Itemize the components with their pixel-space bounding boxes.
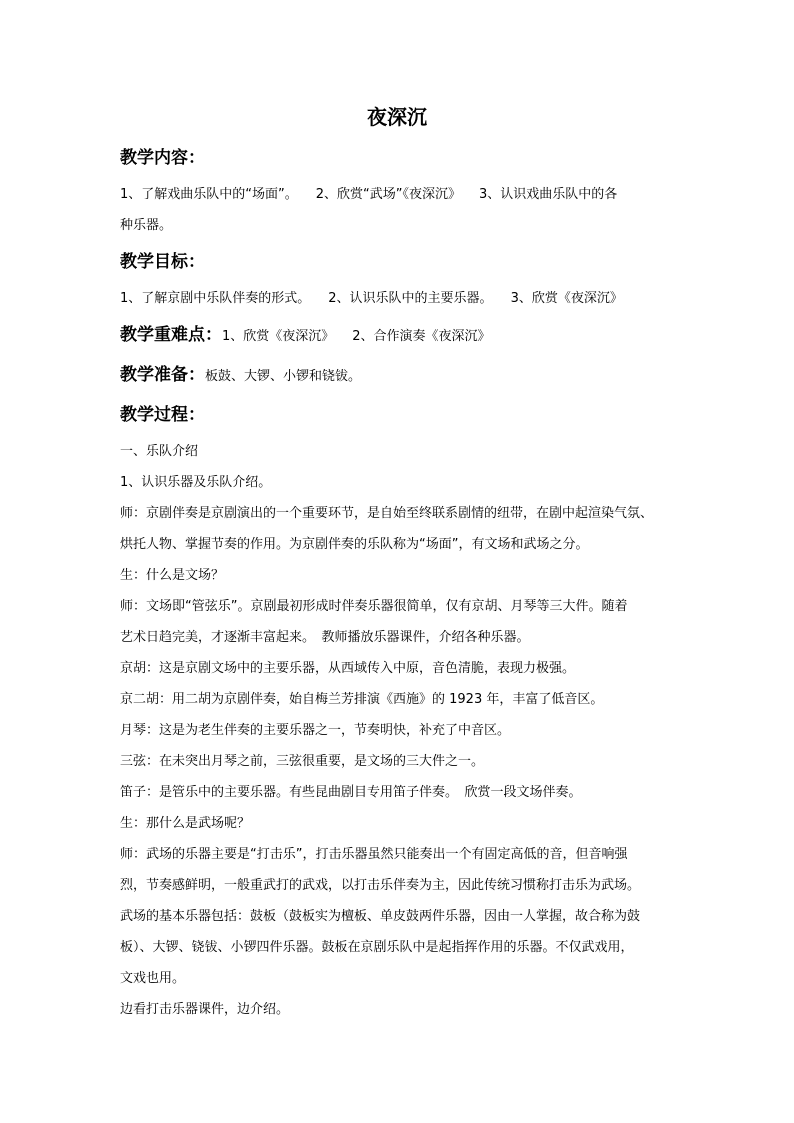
content-item-3: 3、认识戏曲乐队中的各 <box>479 187 618 202</box>
body-line: 武场的基本乐器包括：鼓板（鼓板实为檀板、单皮鼓两件乐器，因由一人掌握，故合称为鼓 <box>120 909 641 924</box>
body-line: 三弦：在未突出月琴之前，三弦很重要，是文场的三大件之一。 <box>120 754 485 769</box>
key-item-2: 2、合作演奏《夜深沉》 <box>352 329 491 344</box>
body-line: 师：文场即“管弦乐”。京剧最初形成时伴奏乐器很简单，仅有京胡、月琴等三大件。随着 <box>120 599 628 614</box>
section-heading-goals: 教学目标： <box>120 252 205 272</box>
body-line: 京胡：这是京剧文场中的主要乐器，从西域传入中原，音色清脆，表现力极强。 <box>120 661 576 676</box>
section-heading-content: 教学内容： <box>120 148 205 168</box>
body-line: 1、认识乐器及乐队介绍。 <box>120 475 272 490</box>
body-line: 笛子：是管乐中的主要乐器。有些昆曲剧目专用笛子伴奏。 欣赏一段文场伴奏。 <box>120 785 582 800</box>
body-line: 板）、大锣、铙钹、小锣四件乐器。鼓板在京剧乐队中是起指挥作用的乐器。不仅武戏用， <box>120 940 634 955</box>
content-item-2: 2、欣赏“武场”《夜深沉》 <box>315 187 461 202</box>
goal-items-line <box>120 283 680 314</box>
content-items-line <box>120 179 680 210</box>
document-body <box>120 145 680 1025</box>
body-line: 生：那什么是武场呢？ <box>120 816 251 831</box>
preparation-text: 板鼓、大锣、小锣和铙钹。 <box>205 369 362 384</box>
section-heading-preparation <box>120 362 680 390</box>
body-line: 一、乐队介绍 <box>120 444 199 459</box>
preparation-label: 教学准备： <box>120 365 205 385</box>
body-line: 师：武场的乐器主要是“打击乐”，打击乐器虽然只能奏出一个有固定高低的音，但音响强 <box>120 847 628 862</box>
goal-item-2: 2、认识乐队中的主要乐器。 <box>328 291 493 306</box>
content-item-1: 1、了解戏曲乐队中的“场面”。 <box>120 187 298 202</box>
document-title: 夜深沉 <box>367 105 427 129</box>
body-line: 烈，节奏感鲜明，一般重武打的武戏，以打击乐伴奏为主，因此传统习惯称打击乐为武场。 <box>120 878 641 893</box>
goal-item-1: 1、了解京剧中乐队伴奏的形式。 <box>120 291 311 306</box>
body-line: 艺术日趋完美，才逐渐丰富起来。 教师播放乐器课件，介绍各种乐器。 <box>120 630 530 645</box>
content-items-continuation: 种乐器。 <box>120 218 173 233</box>
section-heading-process: 教学过程： <box>120 405 205 425</box>
body-line: 月琴：这是为老生伴奏的主要乐器之一，节奏明快，补充了中音区。 <box>120 723 511 738</box>
body-line: 文戏也用。 <box>120 971 186 986</box>
body-line: 师：京剧伴奏是京剧演出的一个重要环节，是自始至终联系剧情的纽带，在剧中起渲染气氛、 <box>120 506 654 521</box>
key-points-label: 教学重难点： <box>120 325 222 345</box>
goal-item-3: 3、欣赏《夜深沉》 <box>510 291 623 306</box>
body-line: 边看打击乐器课件，边介绍。 <box>120 1002 290 1017</box>
body-line: 生：什么是文场？ <box>120 568 225 583</box>
section-heading-key-points <box>120 322 680 350</box>
body-line: 烘托人物、掌握节奏的作用。为京剧伴奏的乐队称为“场面”，有文场和武场之分。 <box>120 537 589 552</box>
key-item-1: 1、欣赏《夜深沉》 <box>222 329 335 344</box>
body-line: 京二胡：用二胡为京剧伴奏，始自梅兰芳排演《西施》的 1923 年，丰富了低音区。 <box>120 692 604 707</box>
